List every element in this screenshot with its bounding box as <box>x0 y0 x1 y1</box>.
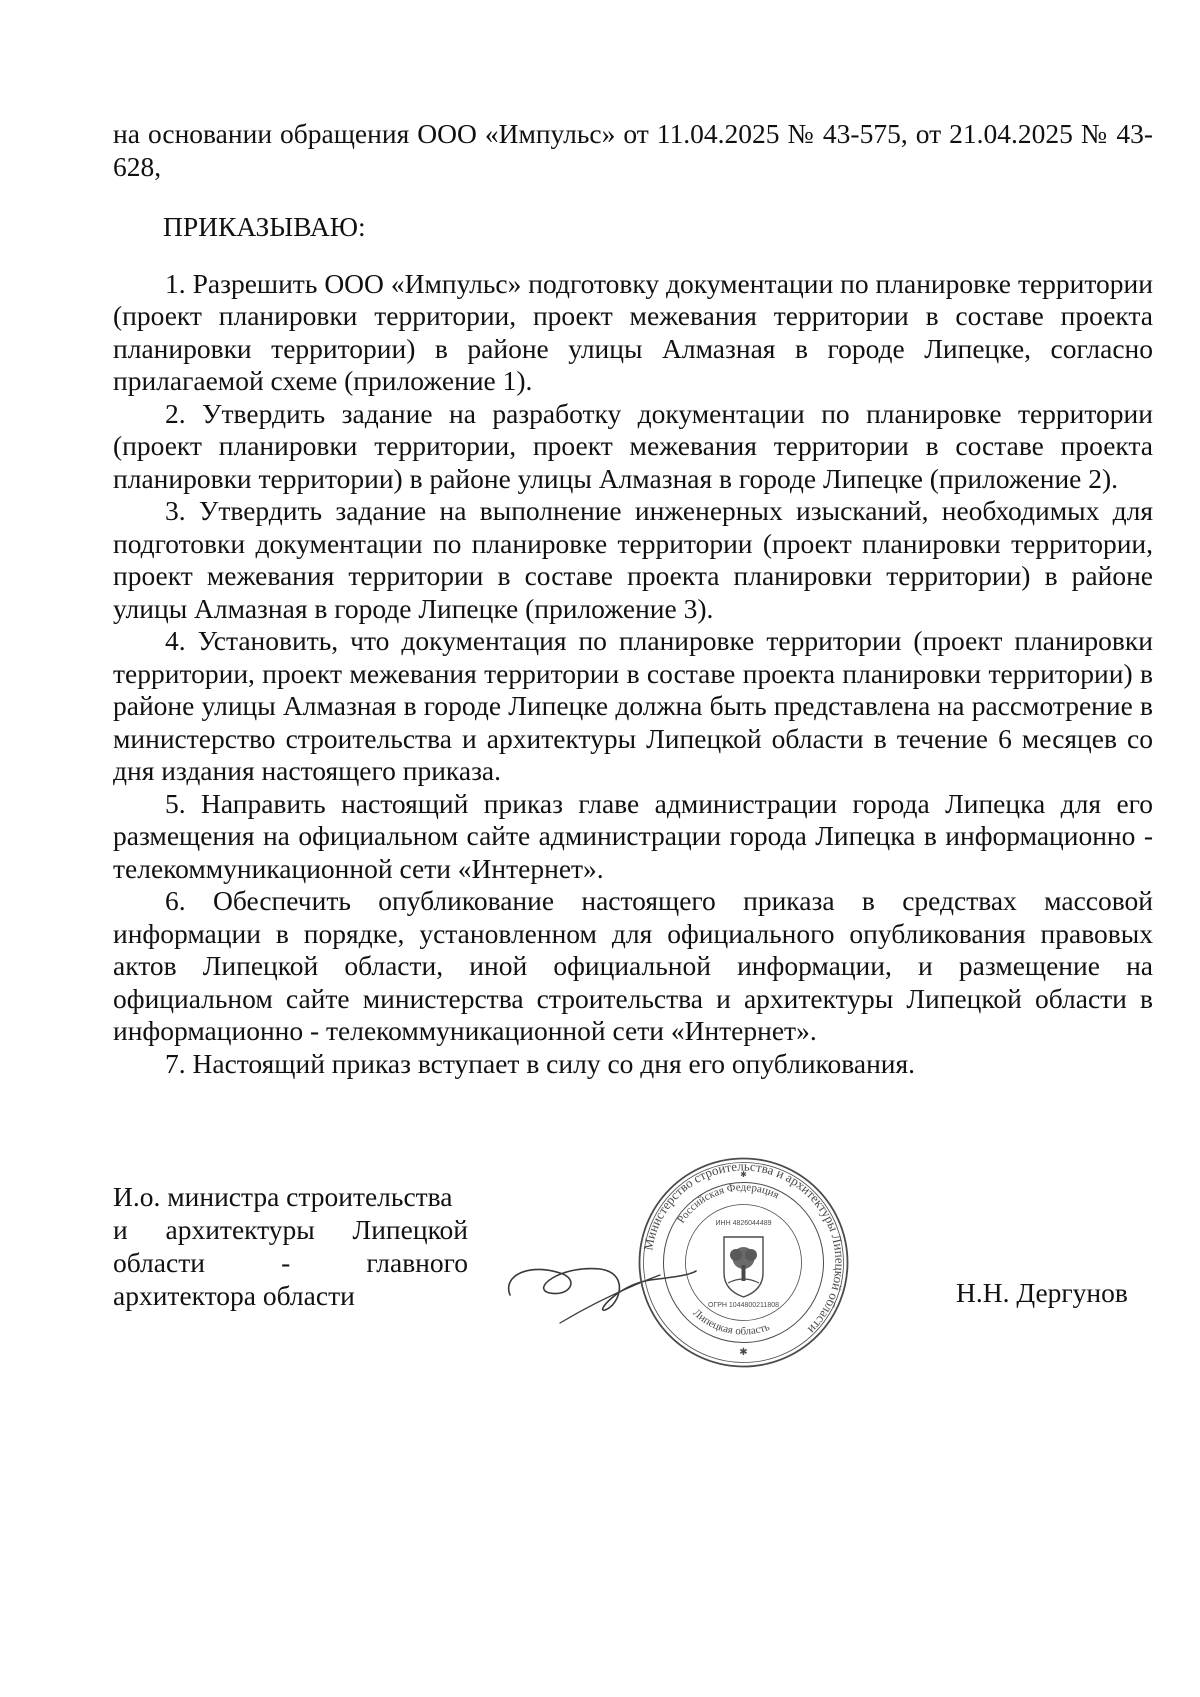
order-item-2: 2. Утвердить задание на разработку документации по планировке территории (проект планировки территории, проект межевания территории в составе проекта планировки территории) в районе улицы Алмазная в городе Липецке (приложение 2). <box>113 397 1153 494</box>
order-heading: ПРИКАЗЫВАЮ: <box>163 211 366 242</box>
svg-text:ОГРН 1044800211808: ОГРН 1044800211808 <box>708 1302 779 1309</box>
signatory-name: Н.Н. Дергунов <box>956 1277 1128 1308</box>
order-item-1: 1. Разрешить ООО «Импульс» подготовку документации по планировке территории (проект планировки территории, проект межевания территории в составе проекта планировки территории) в районе улицы Алмазная в городе Липецке, согласно прилагаемой схеме (приложение 1). <box>113 267 1153 396</box>
svg-text:Липецкая область: Липецкая область <box>690 1306 772 1338</box>
signatory-title-line-2: и архитектуры Липецкой <box>113 1214 468 1245</box>
signatory-title-line-4: архитектора области <box>113 1280 355 1311</box>
signatory-title-line-1: И.о. министра строительства <box>113 1181 453 1212</box>
svg-text:✱: ✱ <box>740 1170 747 1179</box>
signatory-title <box>113 1180 468 1312</box>
signatory-title-line-3: области - главного <box>113 1247 468 1278</box>
order-item-5: 5. Направить настоящий приказ главе администрации города Липецка для его размещения на официальном сайте администрации города Липецка в информационно - телекоммуникационной сети «Интернет». <box>113 787 1153 884</box>
svg-text:Российская Федерация: Российская Федерация <box>675 1181 781 1226</box>
svg-text:ИНН 4826044489: ИНН 4826044489 <box>715 1220 772 1227</box>
order-item-3: 3. Утвердить задание на выполнение инженерных изысканий, необходимых для подготовки документации по планировке территории (проект планировки территории, проект межевания территории в составе проекта планировки территории) в районе улицы Алмазная в городе Липецке (приложение 3). <box>113 495 1153 624</box>
svg-text:Министерство строительства и а: Министерство строительства и архитектуры Липецкой области <box>640 1158 848 1338</box>
intro-paragraph: на основании обращения ООО «Импульс» от 11.04.2025 № 43-575, от 21.04.2025 № 43-628, <box>113 118 1153 182</box>
document-body <box>113 118 1153 1080</box>
svg-text:✱: ✱ <box>739 1347 748 1358</box>
order-item-7: 7. Настоящий приказ вступает в силу со дня его опубликования. <box>165 1047 916 1079</box>
order-item-4: 4. Установить, что документация по планировке территории (проект планировки территории, проект межевания территории в составе проекта планировки территории) в районе улицы Алмазная в городе Липецке должна быть представлена на рассмотрение в министерство строительства и архитектуры Липецкой области в течение 6 месяцев со дня издания настоящего приказа. <box>113 625 1153 786</box>
order-item-6: 6. Обеспечить опубликование настоящего приказа в средствах массовой информации в порядке, установленном для официального опубликования правовых актов Липецкой области, иной официальной информации, и размещение на официальном сайте министерства строительства и архитектуры Липецкой области в информационно - телекоммуникационной сети «Интернет». <box>113 885 1153 1046</box>
official-seal <box>636 1155 851 1370</box>
